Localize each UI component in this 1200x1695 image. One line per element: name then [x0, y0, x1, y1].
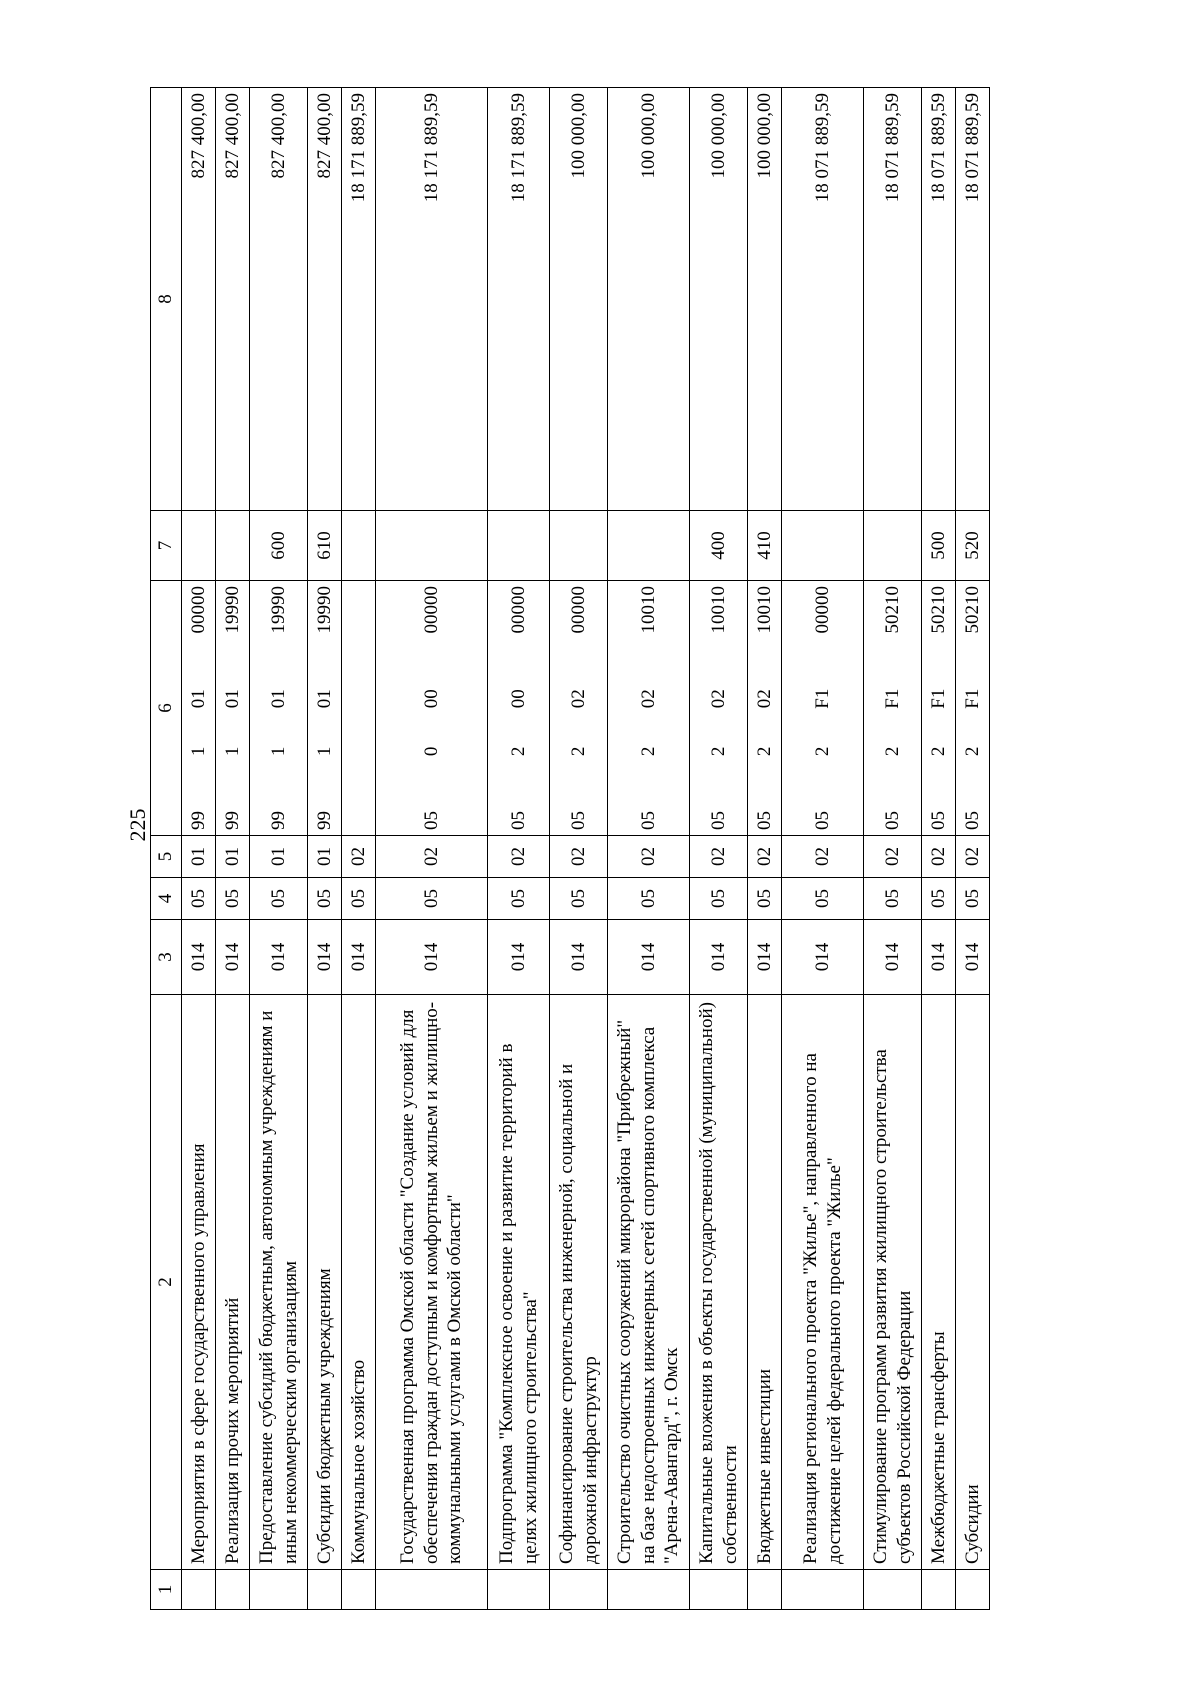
subprogram-code: 2 [961, 746, 983, 757]
ministry-code-cell: 014 [250, 920, 308, 995]
table-row [308, 88, 342, 1610]
ministry-code-cell: 014 [864, 920, 922, 995]
event-code: 02 [707, 689, 729, 709]
event-code: 01 [313, 689, 335, 709]
event-code: 02 [567, 689, 589, 709]
subprogram-code: 2 [811, 746, 833, 757]
direction-code: 00000 [811, 586, 833, 634]
event-code: 00 [507, 689, 529, 709]
amount-cell: 18 171 889,59 [342, 88, 376, 511]
section-cell: 05 [550, 878, 608, 920]
ministry-code-cell: 014 [956, 920, 990, 995]
ministry-code-cell: 014 [308, 920, 342, 995]
program-code: 99 [267, 811, 289, 830]
amount-cell: 18 171 889,59 [376, 88, 488, 511]
ministry-code-cell: 014 [342, 920, 376, 995]
direction-code: 19990 [313, 586, 335, 634]
amount-cell: 18 071 889,59 [782, 88, 864, 511]
direction-code: 00000 [187, 586, 209, 634]
direction-code: 00000 [420, 586, 442, 634]
col-header: 1 [151, 1570, 182, 1610]
section-cell: 05 [308, 878, 342, 920]
row-name-cell: Реализация прочих мероприятий [216, 995, 250, 1570]
table-row [182, 88, 216, 1610]
row-number-cell [250, 1570, 308, 1610]
program-code: 05 [927, 811, 949, 830]
subprogram-code: 2 [637, 746, 659, 757]
subprogram-code: 2 [567, 746, 589, 757]
page-number: 225 [125, 808, 150, 842]
subprogram-code: 0 [420, 746, 442, 757]
row-number-cell [550, 1570, 608, 1610]
amount-cell: 18 071 889,59 [956, 88, 990, 511]
subsection-cell: 02 [608, 836, 690, 878]
amount-cell: 18 071 889,59 [922, 88, 956, 511]
event-code: 01 [221, 689, 243, 709]
expense-type-cell [376, 511, 488, 581]
row-number-cell [690, 1570, 748, 1610]
table-row [956, 88, 990, 1610]
col-header: 3 [151, 920, 182, 995]
col-header: 5 [151, 836, 182, 878]
row-number-cell [376, 1570, 488, 1610]
amount-cell: 100 000,00 [608, 88, 690, 511]
target-item-cell [748, 581, 782, 836]
event-code: 02 [753, 689, 775, 709]
subprogram-code: 2 [881, 746, 903, 757]
subsection-cell: 01 [308, 836, 342, 878]
direction-code: 10010 [753, 586, 775, 634]
event-code: 01 [187, 689, 209, 709]
table-row [342, 88, 376, 1610]
ministry-code-cell: 014 [376, 920, 488, 995]
ministry-code-cell: 014 [748, 920, 782, 995]
amount-cell: 18 171 889,59 [488, 88, 550, 511]
amount-cell: 100 000,00 [690, 88, 748, 511]
section-cell: 05 [182, 878, 216, 920]
row-number-cell [216, 1570, 250, 1610]
program-code: 05 [753, 811, 775, 830]
event-code: 01 [267, 689, 289, 709]
subsection-cell: 02 [864, 836, 922, 878]
row-name-cell: Софинансирование строительства инженерной, социальной и дорожной инфраструктур [550, 995, 608, 1570]
expense-type-cell: 520 [956, 511, 990, 581]
rotated-page [45, 50, 1195, 1650]
amount-cell: 827 400,00 [250, 88, 308, 511]
row-name-cell: Стимулирование программ развития жилищного строительства субъектов Российской Федерации [864, 995, 922, 1570]
amount-cell: 100 000,00 [550, 88, 608, 511]
col-header: 7 [151, 511, 182, 581]
target-item-cell [782, 581, 864, 836]
event-code: F1 [881, 688, 903, 709]
direction-code: 50210 [927, 586, 949, 634]
subsection-cell: 02 [922, 836, 956, 878]
direction-code: 10010 [637, 586, 659, 634]
table-row [376, 88, 488, 1610]
target-item-cell [956, 581, 990, 836]
row-name-cell: Предоставление субсидий бюджетным, автономным учреждениям и иным некоммерческим организациям [250, 995, 308, 1570]
section-cell: 05 [864, 878, 922, 920]
expense-type-cell [782, 511, 864, 581]
subsection-cell: 02 [488, 836, 550, 878]
direction-code: 10010 [707, 586, 729, 634]
direction-code: 00000 [567, 586, 589, 634]
subsection-cell: 02 [748, 836, 782, 878]
target-item-cell [690, 581, 748, 836]
expense-type-cell [550, 511, 608, 581]
ministry-code-cell: 014 [216, 920, 250, 995]
subprogram-code: 2 [507, 746, 529, 757]
amount-cell: 827 400,00 [308, 88, 342, 511]
amount-cell: 827 400,00 [216, 88, 250, 511]
program-code: 05 [811, 811, 833, 830]
program-code: 05 [961, 811, 983, 830]
row-name-cell: Субсидии бюджетным учреждениям [308, 995, 342, 1570]
row-name-cell: Субсидии [956, 995, 990, 1570]
subsection-cell: 02 [550, 836, 608, 878]
subprogram-code: 1 [267, 746, 289, 757]
expense-type-cell [216, 511, 250, 581]
direction-code: 50210 [961, 586, 983, 634]
section-cell: 05 [216, 878, 250, 920]
target-item-cell [250, 581, 308, 836]
section-cell: 05 [342, 878, 376, 920]
program-code: 05 [707, 811, 729, 830]
col-header: 2 [151, 995, 182, 1570]
event-code: F1 [927, 688, 949, 709]
row-name-cell: Реализация регионального проекта "Жилье", направленного на достижение целей федерального проекта "Жилье" [782, 995, 864, 1570]
ministry-code-cell: 014 [922, 920, 956, 995]
ministry-code-cell: 014 [782, 920, 864, 995]
row-number-cell [608, 1570, 690, 1610]
subsection-cell: 02 [956, 836, 990, 878]
subsection-cell: 01 [216, 836, 250, 878]
subsection-cell: 02 [690, 836, 748, 878]
row-number-cell [864, 1570, 922, 1610]
table-row [782, 88, 864, 1610]
subprogram-code: 1 [313, 746, 335, 757]
subsection-cell: 02 [376, 836, 488, 878]
section-cell: 05 [608, 878, 690, 920]
col-header: 6 [151, 581, 182, 836]
row-number-cell [488, 1570, 550, 1610]
program-code: 05 [637, 811, 659, 830]
subsection-cell: 01 [182, 836, 216, 878]
subprogram-code: 2 [707, 746, 729, 757]
expense-type-cell [864, 511, 922, 581]
target-item-cell [864, 581, 922, 836]
table-row [488, 88, 550, 1610]
row-number-cell [956, 1570, 990, 1610]
row-name-cell: Бюджетные инвестиции [748, 995, 782, 1570]
table-row [550, 88, 608, 1610]
expense-type-cell: 500 [922, 511, 956, 581]
direction-code: 19990 [267, 586, 289, 634]
table-row [922, 88, 956, 1610]
row-number-cell [748, 1570, 782, 1610]
program-code: 05 [507, 811, 529, 830]
ministry-code-cell: 014 [690, 920, 748, 995]
section-cell: 05 [690, 878, 748, 920]
target-item-cell [216, 581, 250, 836]
section-cell: 05 [376, 878, 488, 920]
row-name-cell: Строительство очистных сооружений микрорайона "Прибрежный" на базе недостроенных инженерных сетей спортивного комплекса "Арена-Авангард", г. Омск [608, 995, 690, 1570]
budget-table [150, 87, 990, 1610]
section-cell: 05 [250, 878, 308, 920]
expense-type-cell [488, 511, 550, 581]
col-header: 4 [151, 878, 182, 920]
target-item-cell [550, 581, 608, 836]
row-number-cell [308, 1570, 342, 1610]
section-cell: 05 [922, 878, 956, 920]
program-code: 05 [420, 811, 442, 830]
row-number-cell [782, 1570, 864, 1610]
program-code: 99 [187, 811, 209, 830]
target-item-cell [342, 581, 376, 836]
target-item-cell [608, 581, 690, 836]
section-cell: 05 [748, 878, 782, 920]
target-item-cell [488, 581, 550, 836]
target-item-cell [182, 581, 216, 836]
row-number-cell [342, 1570, 376, 1610]
program-code: 05 [881, 811, 903, 830]
table-row [216, 88, 250, 1610]
subsection-cell: 01 [250, 836, 308, 878]
event-code: 02 [637, 689, 659, 709]
row-name-cell: Коммунальное хозяйство [342, 995, 376, 1570]
table-row [608, 88, 690, 1610]
table-row [250, 88, 308, 1610]
expense-type-cell [182, 511, 216, 581]
row-name-cell: Подпрограмма "Комплексное освоение и развитие территорий в целях жилищного строительства" [488, 995, 550, 1570]
direction-code: 50210 [881, 586, 903, 634]
header-row [151, 88, 182, 1610]
program-code: 05 [567, 811, 589, 830]
expense-type-cell: 400 [690, 511, 748, 581]
event-code: F1 [961, 688, 983, 709]
program-code: 99 [221, 811, 243, 830]
expense-type-cell: 610 [308, 511, 342, 581]
amount-cell: 100 000,00 [748, 88, 782, 511]
subprogram-code: 2 [927, 746, 949, 757]
program-code: 99 [313, 811, 335, 830]
table-row [748, 88, 782, 1610]
section-cell: 05 [488, 878, 550, 920]
ministry-code-cell: 014 [550, 920, 608, 995]
col-header: 8 [151, 88, 182, 511]
expense-type-cell [342, 511, 376, 581]
amount-cell: 827 400,00 [182, 88, 216, 511]
row-name-cell: Капитальные вложения в объекты государственной (муниципальной) собственности [690, 995, 748, 1570]
section-cell: 05 [956, 878, 990, 920]
row-number-cell [182, 1570, 216, 1610]
amount-cell: 18 071 889,59 [864, 88, 922, 511]
ministry-code-cell: 014 [182, 920, 216, 995]
target-item-cell [308, 581, 342, 836]
row-name-cell: Межбюджетные трансферты [922, 995, 956, 1570]
expense-type-cell [608, 511, 690, 581]
section-cell: 05 [782, 878, 864, 920]
subsection-cell: 02 [782, 836, 864, 878]
table-row [690, 88, 748, 1610]
direction-code: 19990 [221, 586, 243, 634]
row-name-cell: Мероприятия в сфере государственного управления [182, 995, 216, 1570]
subprogram-code: 2 [753, 746, 775, 757]
expense-type-cell: 410 [748, 511, 782, 581]
direction-code: 00000 [507, 586, 529, 634]
target-item-cell [922, 581, 956, 836]
row-name-cell: Государственная программа Омской области "Создание условий для обеспечения граждан доступным и комфортным жильем и жилищно-коммунальными услугами в Омской области" [376, 995, 488, 1570]
ministry-code-cell: 014 [488, 920, 550, 995]
table-row [864, 88, 922, 1610]
subprogram-code: 1 [187, 746, 209, 757]
event-code: F1 [811, 688, 833, 709]
ministry-code-cell: 014 [608, 920, 690, 995]
row-number-cell [922, 1570, 956, 1610]
subsection-cell: 02 [342, 836, 376, 878]
subprogram-code: 1 [221, 746, 243, 757]
event-code: 00 [420, 689, 442, 709]
expense-type-cell: 600 [250, 511, 308, 581]
target-item-cell [376, 581, 488, 836]
